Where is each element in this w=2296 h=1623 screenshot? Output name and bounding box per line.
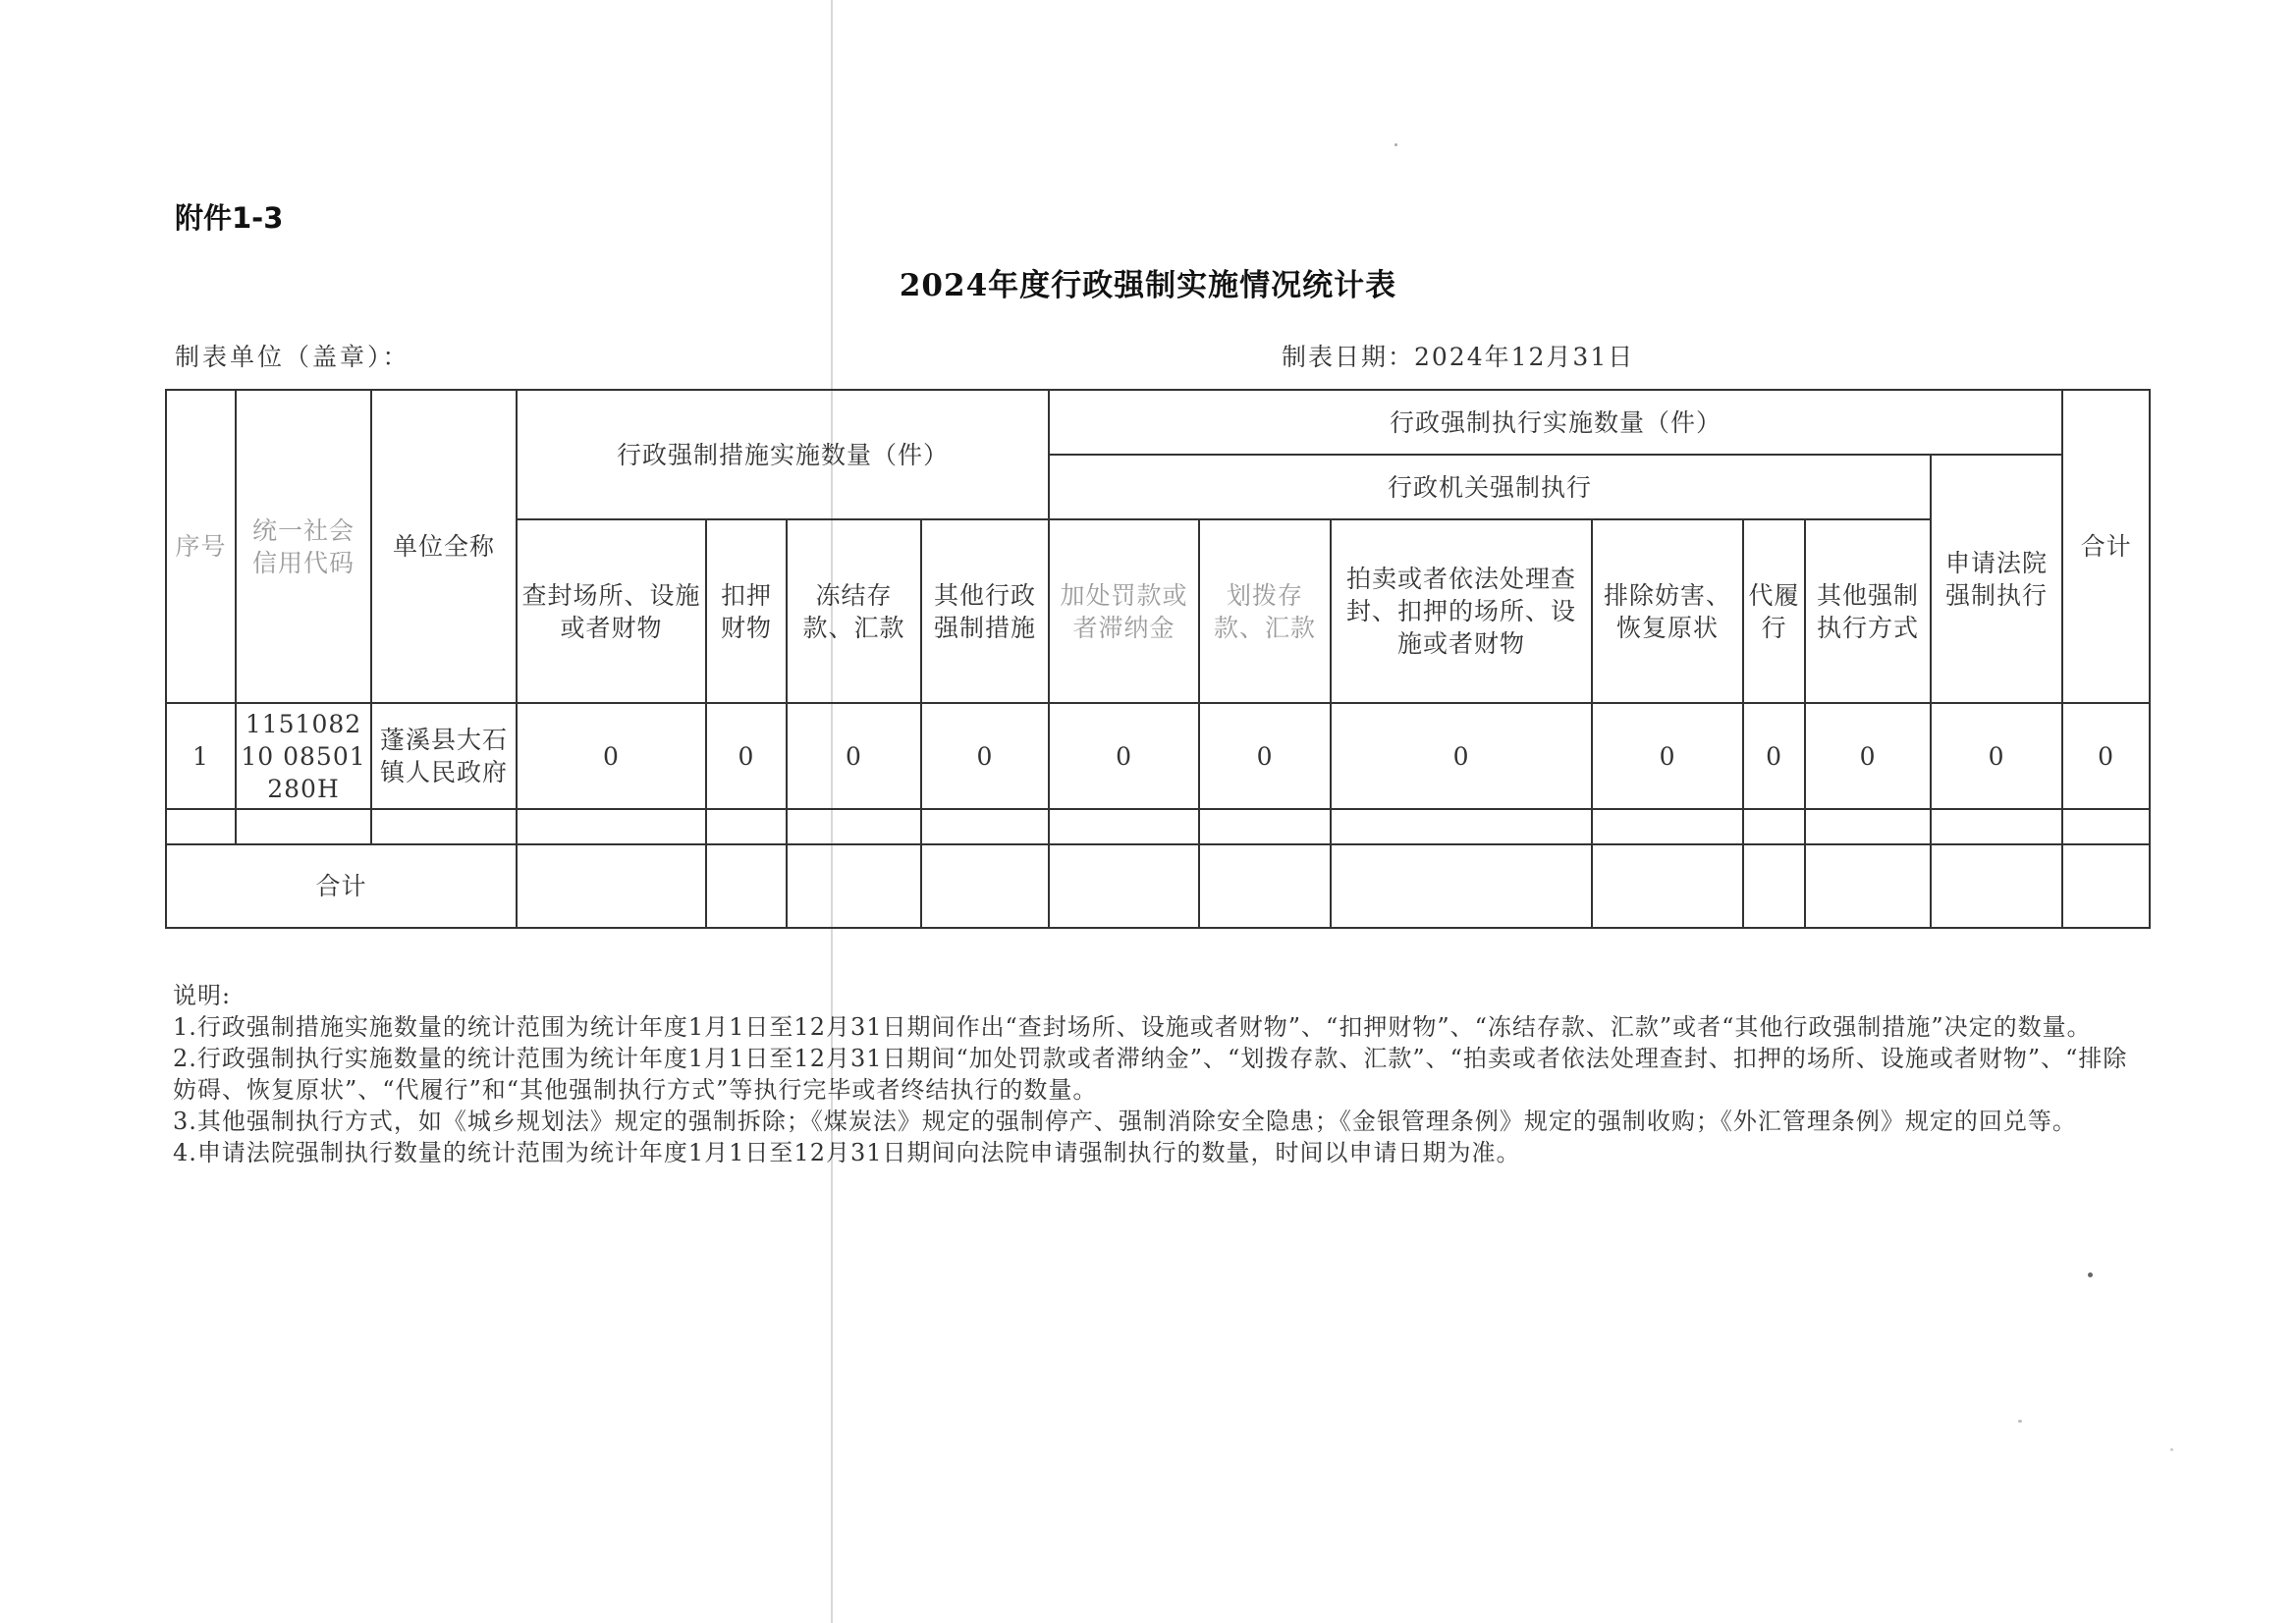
row-value-substitute-performance: 0: [1743, 703, 1805, 809]
page-title: 2024年度行政强制实施情况统计表: [899, 268, 1397, 303]
header-credit-code: 统一社会信用代码: [236, 390, 371, 703]
scan-speck: [2170, 1448, 2173, 1451]
header-other-execution: 其他强制执行方式: [1805, 519, 1931, 703]
header-court-execution: 申请法院强制执行: [1931, 455, 2062, 703]
header-measures-group: 行政强制措施实施数量（件）: [517, 390, 1049, 519]
header-unit-name: 单位全称: [371, 390, 517, 703]
table-row-empty: [166, 809, 2150, 844]
header-total: 合计: [2062, 390, 2150, 703]
row-value-other-measures: 0: [921, 703, 1049, 809]
scan-speck: [2088, 1272, 2093, 1277]
statistics-table-wrap: [165, 389, 2151, 929]
row-value-seal-property: 0: [517, 703, 706, 809]
header-seal-property: 查封场所、设施或者财物: [517, 519, 706, 703]
row-value-transfer-deposits: 0: [1199, 703, 1331, 809]
row-credit-code: 115108210 08501280H: [236, 703, 371, 809]
table-row: [166, 703, 2150, 809]
scan-speck: [2018, 1420, 2022, 1423]
header-row-1: [166, 390, 2150, 455]
scan-speck: [1394, 143, 1397, 146]
row-value-late-fines: 0: [1049, 703, 1199, 809]
statistics-table: [165, 389, 2151, 929]
header-seq: 序号: [166, 390, 236, 703]
notes-section: [173, 980, 2147, 1168]
total-label: 合计: [166, 844, 517, 928]
header-freeze-deposits: 冻结存款、汇款: [787, 519, 921, 703]
row-seq: 1: [166, 703, 236, 809]
header-seize-property: 扣押财物: [706, 519, 787, 703]
row-value-seize-property: 0: [706, 703, 787, 809]
attachment-label: 附件1-3: [175, 201, 284, 235]
header-transfer-deposits: 划拨存款、汇款: [1199, 519, 1331, 703]
row-value-total: 0: [2062, 703, 2150, 809]
table-total-row: [166, 844, 2150, 928]
header-substitute-performance: 代履行: [1743, 519, 1805, 703]
row-value-court-execution: 0: [1931, 703, 2062, 809]
date-label: 制表日期：2024年12月31日: [1282, 343, 1635, 371]
row-unit-name: 蓬溪县大石镇人民政府: [371, 703, 517, 809]
row-value-remove-obstruction: 0: [1592, 703, 1743, 809]
note-item-2: 2.行政强制执行实施数量的统计范围为统计年度1月1日至12月31日期间“加处罚款或者滞纳金”、“划拨存款、汇款”、“拍卖或者依法处理查封、扣押的场所、设施或者财物”、“排除妨碍、恢复原状”、“代履行”和“其他强制执行方式”等执行完毕或者终结执行的数量。: [173, 1045, 2128, 1104]
header-late-fines: 加处罚款或者滞纳金: [1049, 519, 1199, 703]
header-other-measures: 其他行政强制措施: [921, 519, 1049, 703]
note-item-1: 1.行政强制措施实施数量的统计范围为统计年度1月1日至12月31日期间作出“查封场所、设施或者财物”、“扣押财物”、“冻结存款、汇款”或者“其他行政强制措施”决定的数量。: [173, 1013, 2092, 1041]
note-item-3: 3.其他强制执行方式，如《城乡规划法》规定的强制拆除；《煤炭法》规定的强制停产、强制消除安全隐患；《金银管理条例》规定的强制收购；《外汇管理条例》规定的回兑等。: [173, 1108, 2077, 1135]
notes-heading: 说明:: [173, 982, 232, 1009]
unit-label: 制表单位（盖章）：: [175, 343, 410, 371]
header-execution-group: 行政强制执行实施数量（件）: [1049, 390, 2062, 455]
row-value-other-execution: 0: [1805, 703, 1931, 809]
note-item-4: 4.申请法院强制执行数量的统计范围为统计年度1月1日至12月31日期间向法院申请强制执行的数量，时间以申请日期为准。: [173, 1139, 1521, 1166]
header-auction-dispose: 拍卖或者依法处理查封、扣押的场所、设施或者财物: [1331, 519, 1592, 703]
row-value-freeze-deposits: 0: [787, 703, 921, 809]
header-admin-execution: 行政机关强制执行: [1049, 455, 1931, 519]
row-value-auction-dispose: 0: [1331, 703, 1592, 809]
header-remove-obstruction: 排除妨害、恢复原状: [1592, 519, 1743, 703]
